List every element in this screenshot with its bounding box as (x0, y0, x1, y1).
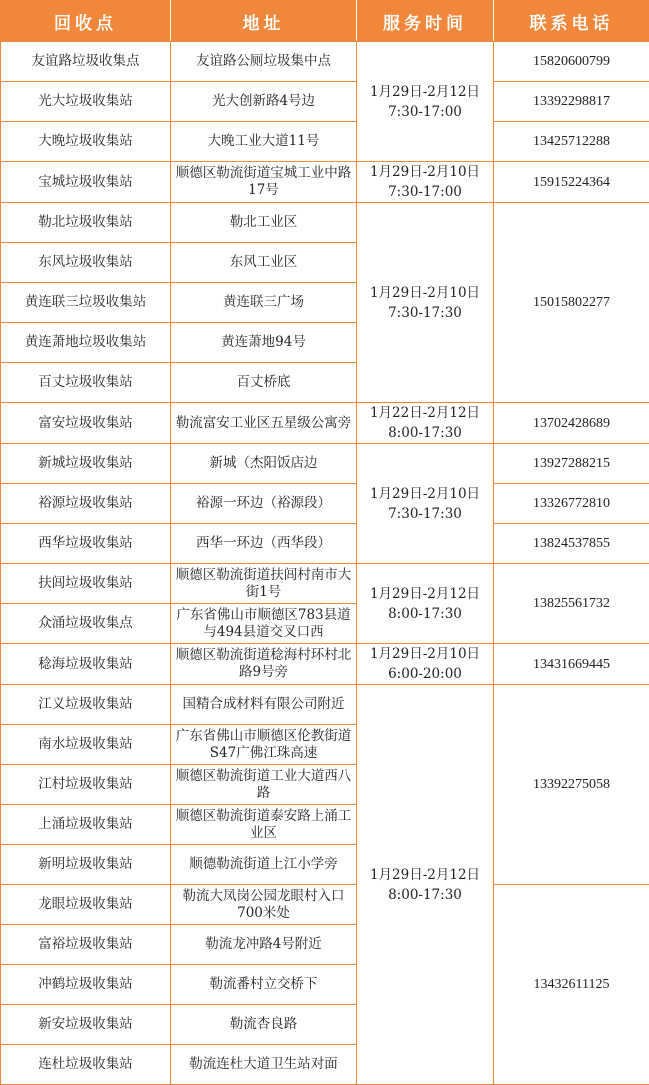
contact-phone: 13432611125 (494, 885, 649, 1085)
point-name: 江村垃圾收集站 (1, 765, 171, 805)
point-name: 众涌垃圾收集点 (1, 604, 171, 644)
point-address: 顺德区勒流街道泰安路上涌工业区 (171, 805, 357, 845)
table-row (1, 444, 649, 484)
service-hours: 8:00-17:30 (388, 606, 462, 622)
point-address: 勒流富安工业区五星级公寓旁 (171, 403, 357, 444)
service-hours: 8:00-17:30 (388, 425, 462, 441)
point-name: 冲鹤垃圾收集站 (1, 965, 171, 1005)
service-date: 1月29日-2月12日 (370, 586, 480, 602)
point-name: 百丈垃圾收集站 (1, 363, 171, 403)
point-address: 友谊路公厕垃圾集中点 (171, 42, 357, 82)
point-name: 黄连萧地垃圾收集站 (1, 323, 171, 363)
point-name: 勒北垃圾收集站 (1, 203, 171, 243)
point-address: 勒流大凤岗公园龙眼村入口700米处 (171, 885, 357, 925)
table-row (1, 122, 649, 162)
contact-phone: 15820600799 (494, 42, 649, 82)
point-address: 新城（杰阳饭店边 (171, 444, 357, 484)
point-name: 新城垃圾收集站 (1, 444, 171, 484)
point-name: 大晚垃圾收集站 (1, 122, 171, 162)
service-time (357, 644, 494, 685)
point-name: 龙眼垃圾收集站 (1, 885, 171, 925)
service-date: 1月29日-2月10日 (370, 486, 480, 502)
point-address: 广东省佛山市顺德区伦教街道S47广佛江珠高速 (171, 725, 357, 765)
point-address: 广东省佛山市顺德区783县道与494县道交叉口西 (171, 604, 357, 644)
contact-phone: 13392298817 (494, 82, 649, 122)
point-address: 勒流龙冲路4号附近 (171, 925, 357, 965)
contact-phone: 13425712288 (494, 122, 649, 162)
contact-phone: 13431669445 (494, 644, 649, 685)
service-hours: 7:30-17:00 (388, 184, 462, 200)
header-name: 回收点 (1, 1, 171, 42)
contact-phone: 15015802277 (494, 203, 649, 403)
table-row (1, 162, 649, 203)
point-name: 上涌垃圾收集站 (1, 805, 171, 845)
table-row (1, 885, 649, 925)
service-time (357, 685, 494, 1085)
table-row (1, 42, 649, 82)
service-hours: 7:30-17:30 (388, 506, 462, 522)
point-name: 光大垃圾收集站 (1, 82, 171, 122)
point-address: 裕源一环边（裕源段） (171, 484, 357, 524)
contact-phone: 13927288215 (494, 444, 649, 484)
service-time (357, 444, 494, 564)
point-name: 江义垃圾收集站 (1, 685, 171, 725)
header-phone: 联系电话 (494, 1, 649, 42)
point-name: 宝城垃圾收集站 (1, 162, 171, 203)
point-name: 富安垃圾收集站 (1, 403, 171, 444)
service-time (357, 564, 494, 644)
header-time: 服务时间 (357, 1, 494, 42)
table-row (1, 484, 649, 524)
service-date: 1月29日-2月12日 (370, 84, 480, 100)
table-row (1, 403, 649, 444)
table-row (1, 564, 649, 604)
point-name: 新安垃圾收集站 (1, 1005, 171, 1045)
point-name: 裕源垃圾收集站 (1, 484, 171, 524)
contact-phone: 13825561732 (494, 564, 649, 644)
point-address: 勒流连杜大道卫生站对面 (171, 1045, 357, 1085)
contact-phone: 13326772810 (494, 484, 649, 524)
header-row (1, 1, 649, 42)
table-row (1, 203, 649, 243)
point-name: 友谊路垃圾收集点 (1, 42, 171, 82)
table-row (1, 82, 649, 122)
point-address: 黄连萧地94号 (171, 323, 357, 363)
point-address: 顺德区勒流街道宝城工业中路17号 (171, 162, 357, 203)
service-date: 1月29日-2月10日 (370, 285, 480, 301)
service-hours: 8:00-17:30 (388, 887, 462, 903)
service-time (357, 203, 494, 403)
point-address: 黄连联三广场 (171, 283, 357, 323)
service-date: 1月29日-2月10日 (370, 646, 480, 662)
service-hours: 7:30-17:30 (388, 305, 462, 321)
point-address: 顺德区勒流街道稔海村环村北路9号旁 (171, 644, 357, 685)
contact-phone: 13702428689 (494, 403, 649, 444)
point-address: 勒流番村立交桥下 (171, 965, 357, 1005)
service-date: 1月22日-2月12日 (370, 405, 480, 421)
service-date: 1月29日-2月10日 (370, 164, 480, 180)
point-address: 顺德勒流街道上江小学旁 (171, 845, 357, 885)
point-address: 勒北工业区 (171, 203, 357, 243)
point-name: 南水垃圾收集站 (1, 725, 171, 765)
point-address: 西华一环边（西华段） (171, 524, 357, 564)
point-address: 国精合成材料有限公司附近 (171, 685, 357, 725)
service-time (357, 162, 494, 203)
service-time (357, 403, 494, 444)
header-address: 地址 (171, 1, 357, 42)
point-address: 百丈桥底 (171, 363, 357, 403)
contact-phone: 13392275058 (494, 685, 649, 885)
contact-phone: 13824537855 (494, 524, 649, 564)
point-name: 富裕垃圾收集站 (1, 925, 171, 965)
point-name: 黄连联三垃圾收集站 (1, 283, 171, 323)
service-time (357, 42, 494, 162)
point-address: 光大创新路4号边 (171, 82, 357, 122)
table-row (1, 524, 649, 564)
point-address: 大晚工业大道11号 (171, 122, 357, 162)
table-row (1, 644, 649, 685)
service-date: 1月29日-2月12日 (370, 867, 480, 883)
service-hours: 6:00-20:00 (388, 666, 462, 682)
point-address: 勒流杏良路 (171, 1005, 357, 1045)
point-name: 扶闾垃圾收集站 (1, 564, 171, 604)
point-address: 东风工业区 (171, 243, 357, 283)
table-row (1, 685, 649, 725)
point-address: 顺德区勒流街道扶闾村南市大街1号 (171, 564, 357, 604)
point-address: 顺德区勒流街道工业大道西八路 (171, 765, 357, 805)
service-hours: 7:30-17:00 (388, 104, 462, 120)
point-name: 稔海垃圾收集站 (1, 644, 171, 685)
point-name: 连杜垃圾收集站 (1, 1045, 171, 1085)
point-name: 新明垃圾收集站 (1, 845, 171, 885)
point-name: 西华垃圾收集站 (1, 524, 171, 564)
point-name: 东风垃圾收集站 (1, 243, 171, 283)
contact-phone: 15915224364 (494, 162, 649, 203)
